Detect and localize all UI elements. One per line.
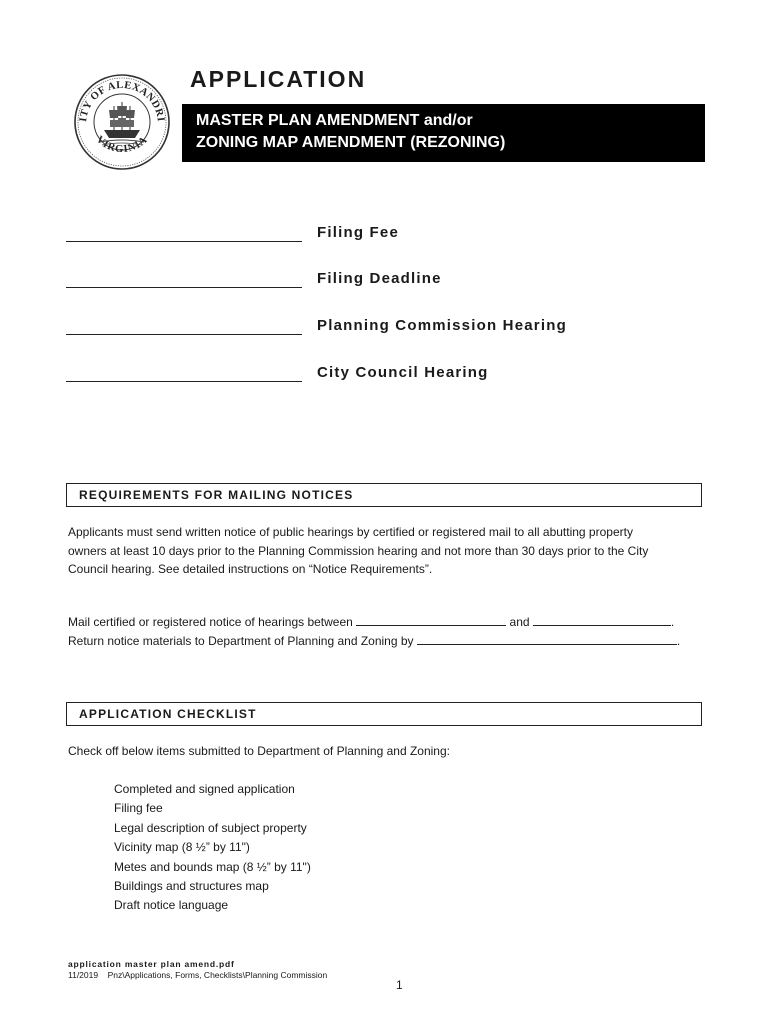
footer-date: 11/2019 xyxy=(68,970,99,980)
mailing-instructions xyxy=(68,523,688,579)
mailing-line-3: Council hearing. See detailed instructions on “Notice Requirements”. xyxy=(68,562,433,576)
date-row-planning-commission xyxy=(66,317,586,341)
filing-deadline-blank[interactable] xyxy=(66,287,302,288)
mailing-requirements-heading: REQUIREMENTS FOR MAILING NOTICES xyxy=(66,483,702,507)
footer-path-line xyxy=(68,970,327,980)
checklist-item[interactable]: Legal description of subject property xyxy=(114,820,307,835)
checklist-items xyxy=(114,780,311,916)
checklist-item[interactable]: Vicinity map (8 ½” by 11") xyxy=(114,840,250,855)
mailing-line-1: Applicants must send written notice of public hearings by certified or registered mail to all abutting property xyxy=(68,525,633,539)
return-date-blank[interactable] xyxy=(417,633,677,645)
page-number: 1 xyxy=(396,978,403,992)
mail-dates-and: and xyxy=(509,615,530,629)
title-banner xyxy=(182,104,705,162)
date-row-label: Planning Commission Hearing xyxy=(317,317,567,334)
date-row-label: Filing Deadline xyxy=(317,270,442,287)
mail-dates-prefix: Mail certified or registered notice of hearings between xyxy=(68,615,353,629)
mail-dates-line xyxy=(68,614,674,629)
title-banner-line-2: ZONING MAP AMENDMENT (REZONING) xyxy=(196,134,506,151)
city-council-blank[interactable] xyxy=(66,381,302,382)
mail-dates-period: . xyxy=(670,615,675,629)
date-row-city-council xyxy=(66,364,586,388)
date-row-filing-fee xyxy=(66,224,586,248)
application-checklist-heading: APPLICATION CHECKLIST xyxy=(66,702,702,726)
planning-commission-blank[interactable] xyxy=(66,334,302,335)
date-row-label: City Council Hearing xyxy=(317,364,489,381)
checklist-item[interactable]: Completed and signed application xyxy=(114,782,295,796)
mailing-line-2: owners at least 10 days prior to the Planning Commission hearing and not more than 30 days prior to the City xyxy=(68,543,649,558)
date-row-filing-deadline xyxy=(66,270,586,294)
mail-end-date-blank[interactable] xyxy=(533,614,671,626)
svg-text:VIRGINIA: VIRGINIA xyxy=(93,134,151,156)
return-materials-line xyxy=(68,633,680,648)
title-banner-line-1: MASTER PLAN AMENDMENT and/or xyxy=(196,112,473,129)
footer-filename: application master plan amend.pdf xyxy=(68,959,235,969)
svg-text:CITY OF ALEXANDRIA: ITY OF ALEXANDRI xyxy=(78,79,166,123)
checklist-item[interactable]: Filing fee xyxy=(114,801,163,816)
checklist-item[interactable]: Draft notice language xyxy=(114,898,229,913)
city-seal-icon xyxy=(72,72,172,172)
checklist-item[interactable]: Metes and bounds map (8 ½” by 11") xyxy=(114,859,311,874)
footer-path: Pnz\Applications, Forms, Checklists\Planning Commission xyxy=(107,970,328,980)
checklist-intro: Check off below items submitted to Department of Planning and Zoning: xyxy=(68,744,450,758)
date-row-label: Filing Fee xyxy=(317,224,400,241)
return-materials-period: . xyxy=(676,634,681,648)
checklist-item[interactable]: Buildings and structures map xyxy=(114,879,269,894)
page-title: APPLICATION xyxy=(190,66,367,92)
mail-start-date-blank[interactable] xyxy=(356,614,506,626)
return-materials-prefix: Return notice materials to Department of Planning and Zoning by xyxy=(68,634,414,648)
filing-fee-blank[interactable] xyxy=(66,241,302,242)
